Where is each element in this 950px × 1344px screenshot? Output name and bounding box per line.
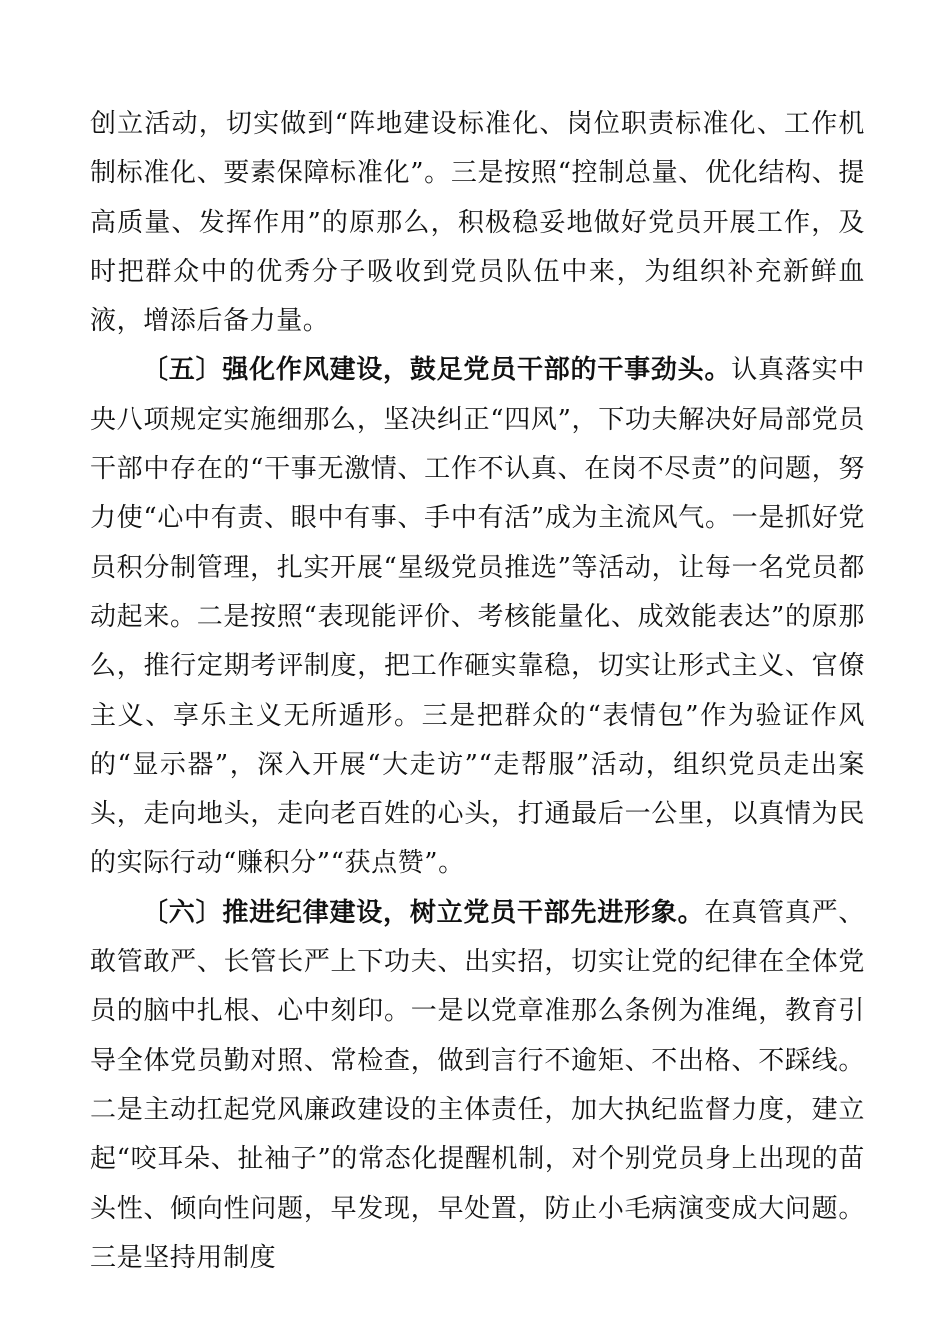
document-body — [90, 100, 865, 1283]
paragraph-section-six — [90, 889, 865, 1283]
paragraph-body: 在真管真严、敢管敢严、长管长严上下功夫、出实招，切实让党的纪律在全体党员的脑中扎根、心中刻印。一是以党章准那么条例为准绳，教育引导全体党员勤对照、常检查，做到言行不逾矩、不出格、不踩线。二是主动扛起党风廉政建设的主体责任，加大执纪监督力度，建立起“咬耳朵、扯袖子”的常态化提醒机制，对个别党员身上出现的苗头性、倾向性问题，早发现，早处置，防止小毛病演变成大问题。三是坚持用制度 — [90, 897, 865, 1273]
paragraph-body: 创立活动，切实做到“阵地建设标准化、岗位职责标准化、工作机制标准化、要素保障标准化”。三是按照“控制总量、优化结构、提高质量、发挥作用”的原那么，积极稳妥地做好党员开展工作，及时把群众中的优秀分子吸收到党员队伍中来，为组织补充新鲜血液，增添后备力量。 — [90, 109, 865, 337]
section-heading: 〔六〕推进纪律建设，树立党员干部先进形象。 — [142, 897, 705, 928]
paragraph-body: 认真落实中央八项规定实施细那么，坚决纠正“四风”，下功夫解决好局部党员干部中存在的“干事无激情、工作不认真、在岗不尽责”的问题，努力使“心中有责、眼中有事、手中有活”成为主流风气。一是抓好党员积分制管理，扎实开展“星级党员推选”等活动，让每一名党员都动起来。二是按照“表现能评价、考核能量化、成效能表达”的原那么，推行定期考评制度，把工作砸实靠稳，切实让形式主义、官僚主义、享乐主义无所遁形。三是把群众的“表情包”作为验证作风的“显示器”，深入开展“大走访”“走帮服”活动，组织党员走出案头，走向地头，走向老百姓的心头，打通最后一公里，以真情为民的实际行动“赚积分”“获点赞”。 — [90, 355, 865, 879]
section-heading: 〔五〕强化作风建设，鼓足党员干部的干事劲头。 — [142, 355, 732, 386]
paragraph-continuation — [90, 100, 865, 346]
paragraph-section-five — [90, 346, 865, 888]
